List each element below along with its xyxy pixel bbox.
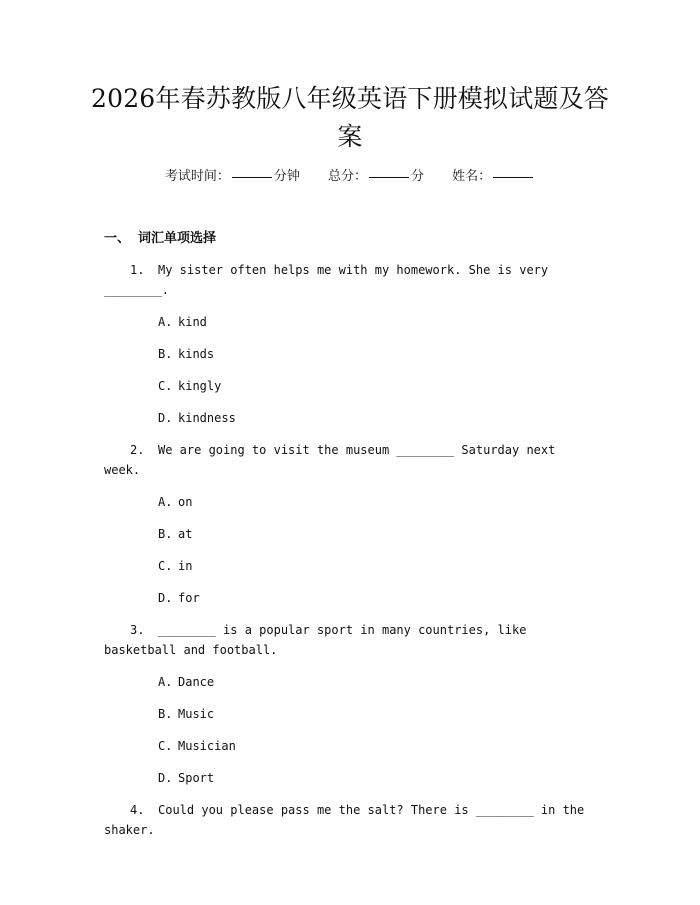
exam-meta [0, 168, 700, 186]
option-letter: A. [158, 495, 173, 509]
option-letter: B. [158, 347, 173, 361]
document-title: 2026年春苏教版八年级英语下册模拟试题及答案 [90, 84, 610, 151]
option-text: in [178, 559, 193, 573]
option [158, 768, 590, 788]
exam-name-label: 姓名： [452, 169, 492, 184]
option [158, 312, 590, 332]
question-number: 4. [130, 803, 145, 817]
option-letter: D. [158, 591, 173, 605]
exam-time-label: 考试时间： [164, 169, 230, 184]
option [158, 704, 590, 724]
question-text: We are going to visit the museum ________ Saturday next week. [104, 443, 556, 477]
exam-name [452, 168, 535, 186]
option-text: kinds [178, 347, 215, 361]
exam-score-blank [369, 177, 409, 178]
option [158, 736, 590, 756]
exam-time-unit: 分钟 [273, 169, 300, 184]
option [158, 408, 590, 428]
option-letter: A. [158, 315, 173, 329]
option [158, 588, 590, 608]
question-number: 2. [130, 443, 145, 457]
option-text: on [178, 495, 193, 509]
option [158, 672, 590, 692]
option-text: for [178, 591, 200, 605]
option-text: Dance [178, 675, 215, 689]
question-text: My sister often helps me with my homework. She is very ________. [104, 263, 549, 297]
question-text: Could you please pass me the salt? There is ________ in the shaker. [104, 803, 585, 837]
exam-name-blank [493, 177, 533, 178]
exam-time [165, 168, 300, 186]
exam-score-label: 总分： [327, 169, 367, 184]
section-name: 词汇单项选择 [138, 231, 217, 246]
option-text: kingly [178, 379, 222, 393]
question-text: ________ is a popular sport in many countries, like basketball and football. [104, 623, 527, 657]
question-list [104, 260, 590, 852]
exam-score-unit: 分 [411, 169, 425, 184]
option [158, 344, 590, 364]
question-3 [104, 620, 590, 660]
question-number: 3. [130, 623, 145, 637]
option-text: Musician [178, 739, 236, 753]
section-title [104, 230, 216, 248]
option-text: Sport [178, 771, 215, 785]
question-number: 1. [130, 263, 145, 277]
option-letter: B. [158, 707, 173, 721]
option [158, 492, 590, 512]
exam-score [328, 168, 424, 186]
option-letter: C. [158, 379, 173, 393]
option [158, 524, 590, 544]
option-letter: B. [158, 527, 173, 541]
question-2 [104, 440, 590, 480]
option-text: kind [178, 315, 207, 329]
option-text: Music [178, 707, 215, 721]
option-letter: A. [158, 675, 173, 689]
option-letter: D. [158, 411, 173, 425]
question-4 [104, 800, 590, 840]
option-letter: D. [158, 771, 173, 785]
option [158, 556, 590, 576]
exam-time-blank [232, 177, 272, 178]
option-text: at [178, 527, 193, 541]
option-letter: C. [158, 559, 173, 573]
option-letter: C. [158, 739, 173, 753]
option [158, 376, 590, 396]
section-number: 一、 [104, 231, 131, 246]
option-text: kindness [178, 411, 236, 425]
question-1 [104, 260, 590, 300]
